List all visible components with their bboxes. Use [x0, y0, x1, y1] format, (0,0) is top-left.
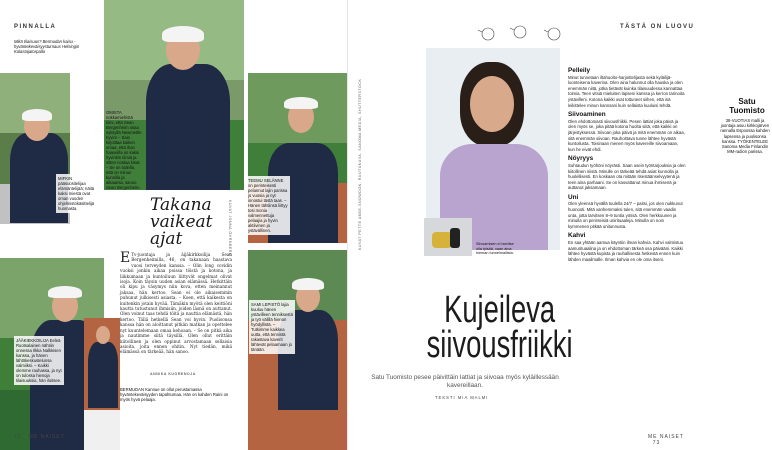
player-shirt: [146, 64, 230, 190]
bird-doodles-icon: [478, 20, 568, 46]
section-text: En saa yhtään aamua käyntiin ilman kahvia. Kahvi valmistuu aamurituaalina ja on ehdottoman tärkeä osa päivääni. Kaikki lähtee hyvästä kupista ja rauhallisesta hetkestä ennen kuin lähden maailmalle. Ilman kahvia en ole oma itseni.: [568, 240, 684, 262]
person-description: 38-VUOTIAS malli ja juontaja asuu kirkkojärven rannalla Espoossa kahden lapsensa ja puolisonsa kanssa. TYÖKENTELEE Sanoma Media Finlandin MM-radion parissa.: [720, 118, 770, 155]
page-number-right: [648, 434, 696, 446]
section-label: TÄSTÄ ON LUOVU: [620, 24, 695, 30]
item-caption: Siivoamisen ei tarvitse olla tylsää, vaan aina hieman tunnelmallista.: [476, 242, 514, 256]
player-cap: [48, 286, 82, 298]
page-number: 73: [652, 440, 661, 446]
caption-jaakiekkoilija: JÄÄKIEKKOILIJA Eeleä Ruotsalainen nähtiin onnessa Ilkka Nalkkisen kanssa, ja hänen lähtökeskustelunsa valmiiksi. – Kaikki olemme rauhassa, ja nyt on tulossa hienoja tilaisuuksia, hän iloitsee.: [14, 336, 64, 385]
section-text: Suhtaudun työhöni nöyrästi. Saan usein työntarjouksia ja olen kiitollinen niistä. Minulle on tärkeää tehdä asiat kunnolla ja huolellisesti. En koskaan ota mitään itsestäänselvyytenä ja teen aina parhaani. Se on kasvattanut minua ihmisenä ja auttanut jaksamaan.: [568, 162, 686, 191]
caption-sami: SAMI LEPISTÖ lajia kuuluu hänen ystävilleen tenniksestä ja työ välillä hienon hyödyllistä. – Tutkimme kaikkea uutta, että tennistä rakastava kaverit lähtevät pelaamaan jo tänään.: [249, 300, 295, 354]
player-cap: [292, 278, 324, 290]
section-heading: Siivoaminen: [568, 111, 606, 119]
person-name: Satu Tuomisto: [729, 97, 765, 115]
left-headline-text: Takana vaikeat ajat: [150, 195, 213, 249]
left-body-text: [120, 252, 232, 370]
section-kahvi: [568, 233, 686, 262]
body-credit: ANNIKA KUORENOJA: [150, 372, 196, 376]
section-text: Olen ehdottomasti siivousfriikki. Pesen lattiat joka päivä ja olen myös se, joka pitää kotona huolta siitä, että kaikki on järjestyksessä. Siivoan joka päivä ja mitä enemmän on aikaa, sitä enemmän siivoan. Rauhoittava tunne lähtee hyvästä kuntoilusta. Toisinaan menen myös kavereille siivoamaan, kun he eivät ehdi.: [568, 118, 685, 152]
section-pelleily: [568, 68, 686, 108]
player-shirt: [88, 342, 118, 408]
left-headline: [150, 197, 230, 248]
photo-credit-right: KUVAT PETTE ABBE-SNOWDON, RUUTUKUVA, SANOMA MEDIA, SHUTTERSTOCK: [358, 78, 362, 250]
left-page: [0, 0, 348, 450]
cleaning-items-photo: [424, 218, 472, 256]
intro-caption: Mikä tilaisuus? Bermudan kaisu -hyväntekeväisyysturnaus Helsingin Kalastajatorpalla: [14, 39, 80, 54]
magazine-name: ME NAISET: [28, 434, 65, 440]
article-sections: [568, 64, 686, 432]
section-text: Minut tunnetaan iltahuolto-harjoittelijasta sekä kyläilijä-luonteisena kaverina. Olen aina halunnut olla hauska ja olen enemmän niitä, jotka tietävät kuinka tilaisuudessa kannattaa toimia. Teen vitsiä mieluiten lapseni kanssa ja kerron tarinoita ystävilleni. Kotona kaikki ovat tottuneet siihen, että isä leikittelee minun kanssani kuin sellaista kuuluisi tehdä.: [568, 74, 685, 108]
player-cap: [162, 26, 204, 42]
caption-bermudan: BERMUDAN Kannue on ollut perustamassa hyväntekeväisyyden tapahtumaa. Hän on kahden Raini on myös hyvä pelaaja.: [120, 387, 229, 402]
page-number: 72: [14, 434, 22, 440]
sponge: [432, 232, 452, 248]
player-head: [96, 326, 110, 344]
drop-cap: E: [120, 250, 131, 266]
photo-player-5: [84, 318, 120, 450]
magazine-name: ME NAISET: [648, 434, 684, 440]
bottle: [450, 228, 460, 248]
section-heading: Nöyryys: [568, 155, 594, 163]
photo-credit-left: KUVAT JONNA ÖHRNBERG: [228, 200, 232, 257]
section-uni: [568, 195, 686, 230]
caption-omista: OMISTA nokkamiehistä tiimi, että Sean Bergenheim osaa syksyllä Newmettle hyvin! – Sain kirjoittaa kaiken omaa, että ihan haaveilla on kaksi hyvinkin tiimiä ja sitten nostaa kisat. – Se on todella, että on minun kunnilla ja aikaansa, sanoo Sean Bergenheim.: [106, 110, 142, 190]
left-body-content: Tv-juontaja ja äijäkirkkoilija Sean Bergenheimilla, 46, on takanaan haastava vuosi terveyden kanssa. – Olin long covidin vuoksi jonkin aikaa poissa töistä ja kotona, ja liikkumaan ja kuntoiluun liittyvät ongelmat olivat isoja. Koin täysin uuden asian elämässä. Hetkittäin oli kipu ja väsymys niin kova, etten meinannut jaksaa, hän kertoo. Sean ei ole aikaisemmin puhunut julkisesti asiasta. – Koen, että kaikesta on kuitenkin jotain hyvää. Tämäkin myötä olen keittiöni kautta tutustunut ihmisiin, joiden läsnä on auttanut. Olen voinut taas tehdä töitä ja nauttia elämästä, hän kertoo. Tällä hetkellä Sean voi hyvin. Puolisonsa kanssa hän on aloittanut pitkän matkan ja opettelee nyt kuuntelemaan omaa kehoaan. – Se on pitkä aika ja nautimme siitä täysillä. Olen ollut erittäin kiitollinen ja olen oppinut arvostamaan sellaisia asioita, joita ennen ohitin. Nyt tiedän, mikä elämässä on tärkeää, hän sanoo.: [120, 252, 232, 355]
section-label: PINNALLA: [14, 24, 57, 30]
section-text: Olen yleensä hyvällä tuulella 24/7 – paitsi, jos olen nukkunut huonosti. Mitä vanhemmaksi tulen, sitä enemmän vaadin unta, jotta tarvitsen 8–9 tuntia yössä. Olen herkkuunen ja minulla on perinteisiä unirituaaleja. Minulla on noin kymmenen pitkää unitunnusta.: [568, 201, 683, 229]
article-subtitle: Satu Tuomisto pesee päivittäin lattiat ja siivoaa myös kyläillessään kavereillaan.: [371, 374, 559, 389]
face: [470, 76, 514, 132]
caption-mifkin: MIFKIN pääsuositelijaa elämäntelijää; näitä kaksi miestä ovat oman vuoden ohjelmistokäsittelijä huomasta.: [56, 174, 100, 213]
caption-teemu: TEEMU SELÄNNE on perinteisesti pelannut lajin parissa jo vuosia ja nyt innostui tästä taas. – Hänen tähtiinsä liittyy tosi monia valmennettuja pelaajia ja hyvin aktiivinen ja ystävällinen.: [246, 176, 290, 235]
section-siivoaminen: [568, 112, 686, 152]
article-byline: TEKSTI MIA MALMI: [435, 395, 489, 400]
section-heading: Kahvi: [568, 232, 586, 240]
article-headline: Kujeileva siivousfriikki: [426, 289, 573, 366]
section-heading: Pelleily: [568, 67, 591, 74]
player-cap: [284, 97, 318, 109]
section-noyryys: [568, 156, 686, 191]
section-heading: Uni: [568, 193, 579, 201]
page-number-left: [14, 434, 65, 440]
player-cap: [22, 109, 52, 121]
